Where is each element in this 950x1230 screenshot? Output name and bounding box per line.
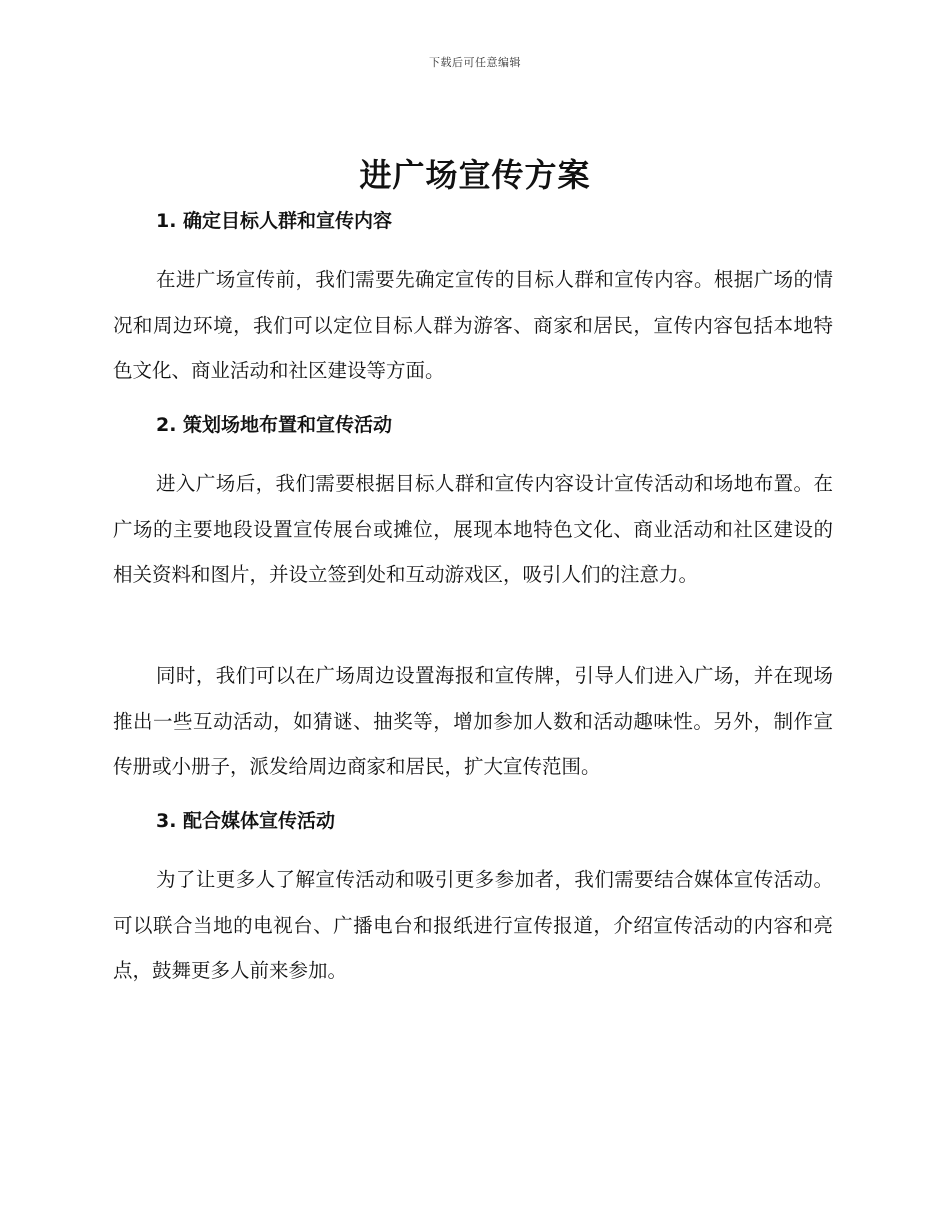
section-heading-text: 3. 配合媒体宣传活动 [156, 810, 336, 832]
section-2-body-1 [113, 461, 833, 598]
paragraph: 进入广场后，我们需要根据目标人群和宣传内容设计宣传活动和场地布置。在广场的主要地段设置宣传展台或摊位，展现本地特色文化、商业活动和社区建设的相关资料和图片，并设立签到处和互动游戏区，吸引人们的注意力。 [113, 472, 833, 586]
section-heading-1 [113, 208, 833, 234]
section-heading-text: 1. 确定目标人群和宣传内容 [156, 210, 393, 232]
section-1-body [113, 257, 833, 394]
paragraph: 同时，我们可以在广场周边设置海报和宣传牌，引导人们进入广场，并在现场推出一些互动活动，如猜谜、抽奖等，增加参加人数和活动趣味性。另外，制作宣传册或小册子，派发给周边商家和居民，扩大宣传范围。 [113, 664, 833, 778]
paragraph: 为了让更多人了解宣传活动和吸引更多参加者，我们需要结合媒体宣传活动。可以联合当地的电视台、广播电台和报纸进行宣传报道，介绍宣传活动的内容和亮点，鼓舞更多人前来参加。 [113, 868, 833, 982]
document-title: 进广场宣传方案 [359, 156, 591, 194]
section-3-body [113, 857, 833, 994]
section-heading-text: 2. 策划场地布置和宣传活动 [156, 414, 393, 436]
header-note: 下载后可任意编辑 [429, 56, 521, 69]
section-heading-2 [113, 412, 833, 438]
paragraph: 在进广场宣传前，我们需要先确定宣传的目标人群和宣传内容。根据广场的情况和周边环境，我们可以定位目标人群为游客、商家和居民，宣传内容包括本地特色文化、商业活动和社区建设等方面。 [113, 268, 833, 382]
section-2-body-2 [113, 653, 833, 790]
section-heading-3 [113, 808, 833, 834]
